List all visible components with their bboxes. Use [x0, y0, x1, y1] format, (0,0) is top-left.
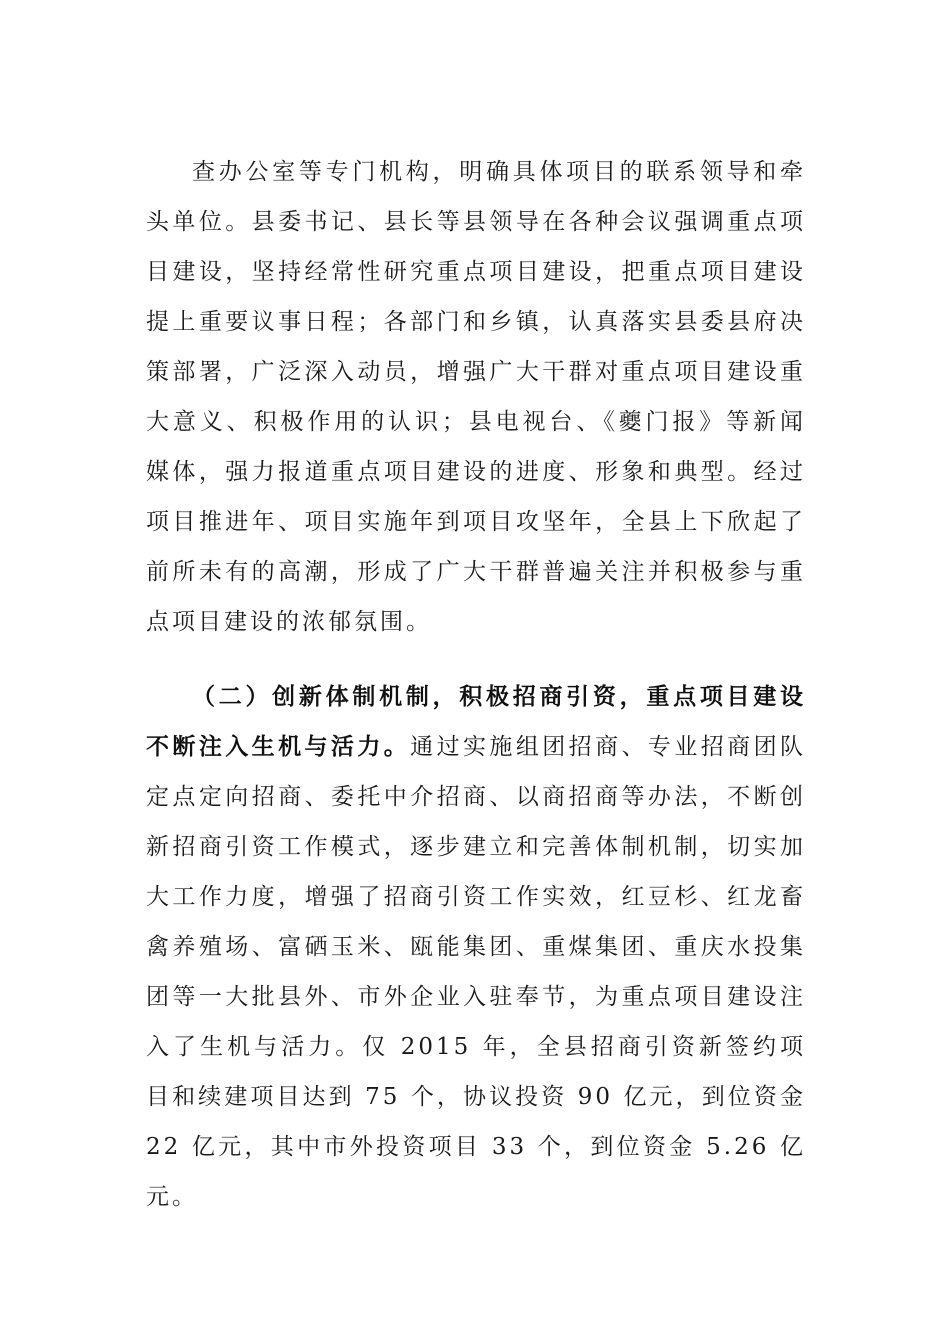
paragraph-1: 查办公室等专门机构，明确具体项目的联系领导和牵头单位。县委书记、县长等县领导在各种会议强调重点项目建设，坚持经常性研究重点项目建设，把重点项目建设提上重要议事日程；各部门和乡镇，认真落实县委县府决策部署，广泛深入动员，增强广大干群对重点项目建设重大意义、积极作用的认识；县电视台、《夔门报》等新闻媒体，强力报道重点项目建设的进度、形象和典型。经过项目推进年、项目实施年到项目攻坚年，全县上下欣起了前所未有的高潮，形成了广大干群普遍关注并积极参与重点项目建设的浓郁氛围。	[146, 159, 806, 635]
paragraph-2-body: 通过实施组团招商、专业招商团队定点定向招商、委托中介招商、以商招商等办法，不断创新招商引资工作模式，逐步建立和完善体制机制，切实加大工作力度，增强了招商引资工作实效，红豆杉、红龙畜禽养殖场、富硒玉米、瓯能集团、重煤集团、重庆水投集团等一大批县外、市外企业入驻奉节，为重点项目建设注入了生机与活力。仅 2015 年，全县招商引资新签约项目和续建项目达到 75 个，协议投资 90 亿元，到位资金 22 亿元，其中市外投资项目 33 个，到位资金 5.26 亿元。	[146, 734, 807, 1210]
section-heading: （二）创新体制机制，积极招商引资，重点项目建设不断注入生机与活力。	[146, 683, 806, 760]
paragraph-2	[146, 672, 806, 1222]
